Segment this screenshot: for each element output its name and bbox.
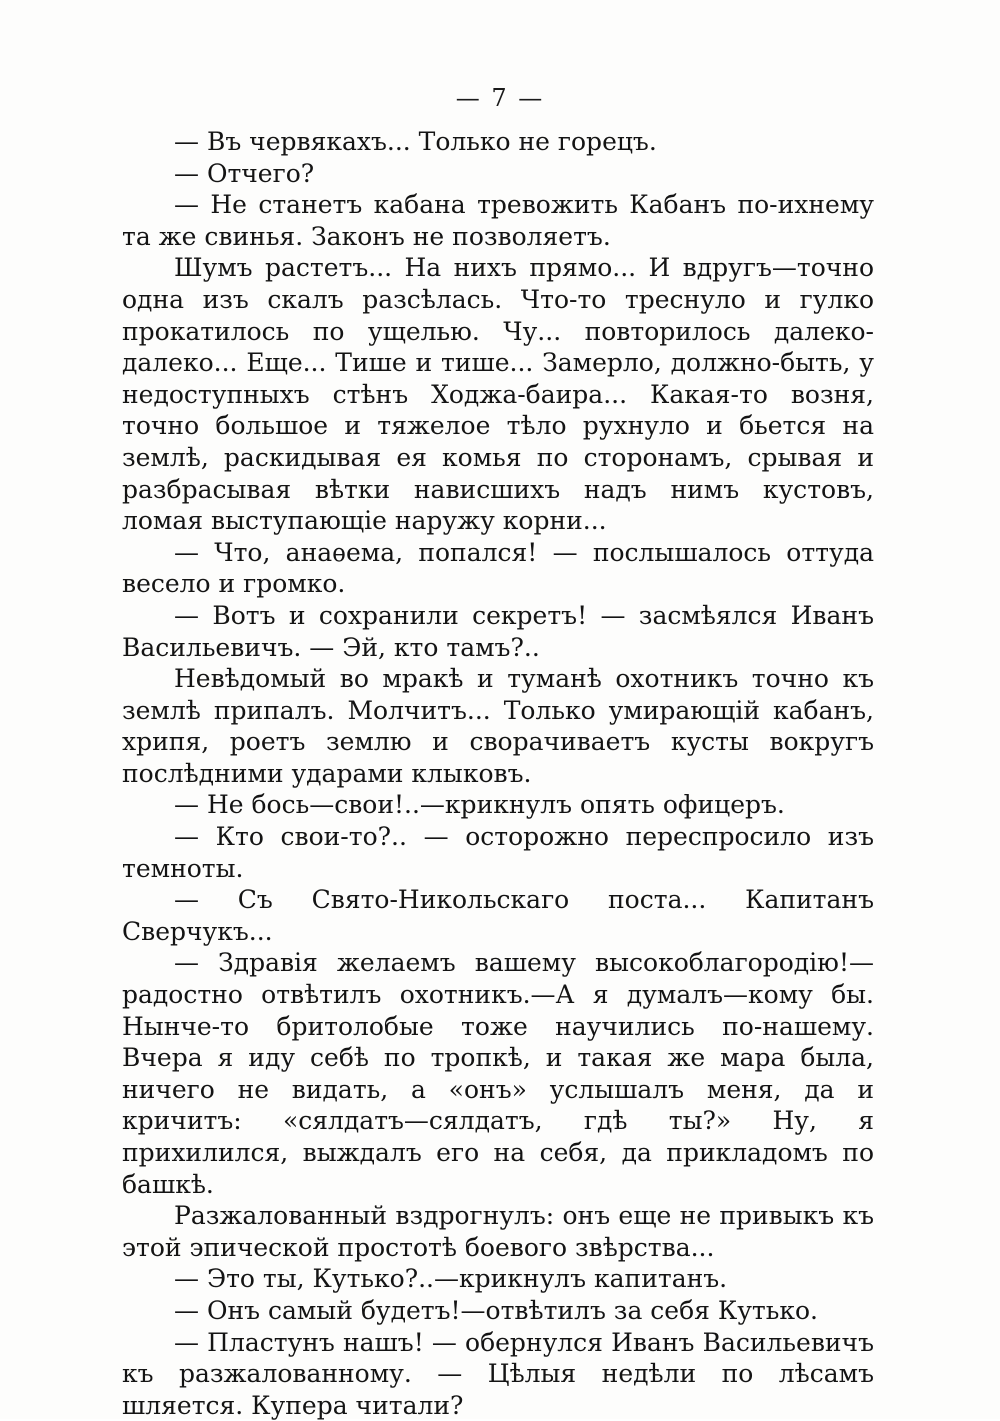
paragraph: — Вотъ и сохранили секретъ! — засмѣялся Иванъ Васильевичъ. — Эй, кто тамъ?..: [122, 600, 874, 662]
text-block: [122, 126, 874, 1421]
paragraph: — Отчего?: [174, 158, 315, 188]
paragraph: — Пластунъ нашъ! — обернулся Иванъ Васильевичъ къ разжалованному. — Цѣлыя недѣли по лѣсамъ шляется. Купера читали?: [122, 1327, 874, 1420]
paragraph: — Онъ самый будетъ!—отвѣтилъ за себя Кутько.: [174, 1295, 818, 1325]
page-number: — 7 —: [455, 84, 545, 112]
paragraph: — Это ты, Кутько?..—крикнулъ капитанъ.: [174, 1264, 728, 1294]
paragraph: — Кто свои-то?.. — осторожно переспросило изъ темноты.: [122, 822, 874, 883]
paragraph: Невѣдомый во мракѣ и туманѣ охотникъ точно къ землѣ припалъ. Молчитъ... Только умирающій кабанъ, хрипя, роетъ землю и сворачиваетъ кусты вокругъ послѣдними ударами клыковъ.: [122, 664, 874, 788]
paragraph: — Здравія желаемъ вашему высокоблагородію!—радостно отвѣтилъ охотникъ.—А я думалъ—кому бы. Нынче-то бритолобые тоже научились по-нашему. Вчера я иду себѣ по тропкѣ, и такая же мара была, ничего не видать, а «онъ» услышалъ меня, да и кричитъ: «сялдатъ—сялдатъ, гдѣ ты?» Ну, я прихилился, выждалъ его на себя, да прикладомъ по башкѣ.: [122, 948, 874, 1199]
paragraph: — Не станетъ кабана тревожить Кабанъ по-ихнему та же свинья. Законъ не позволяетъ.: [122, 190, 874, 251]
paragraph: Шумъ растетъ... На нихъ прямо... И вдругъ—точно одна изъ скалъ разсѣлась. Что-то треснуло и гулко прокатилось по ущелью. Чу... повторилось далеко-далеко... Еще... Тише и тише... Замерло, должно-быть, у недоступныхъ стѣнъ Ходжа-баира... Какая-то возня, точно большое и тяжелое тѣло рухнуло и бьется на землѣ, раскидывая ея комья по сторонамъ, срывая и разбрасывая вѣтки нависшихъ надъ нимъ кустовъ, ломая выступающіе наружу корни...: [122, 253, 874, 536]
paragraph: — Съ Свято-Никольскаго поста... Капитанъ Сверчукъ...: [122, 885, 874, 946]
paragraph: — Не бось—свои!..—крикнулъ опять офицеръ.: [174, 790, 785, 820]
paragraph: — Въ червякахъ... Только не горецъ.: [174, 127, 657, 156]
paragraph: — Что, анаѳема, попался! — послышалось оттуда весело и громко.: [122, 537, 874, 599]
paragraph: Разжалованный вздрогнулъ: онъ еще не привыкъ къ этой эпической простотѣ боевого звѣрства...: [122, 1201, 874, 1262]
